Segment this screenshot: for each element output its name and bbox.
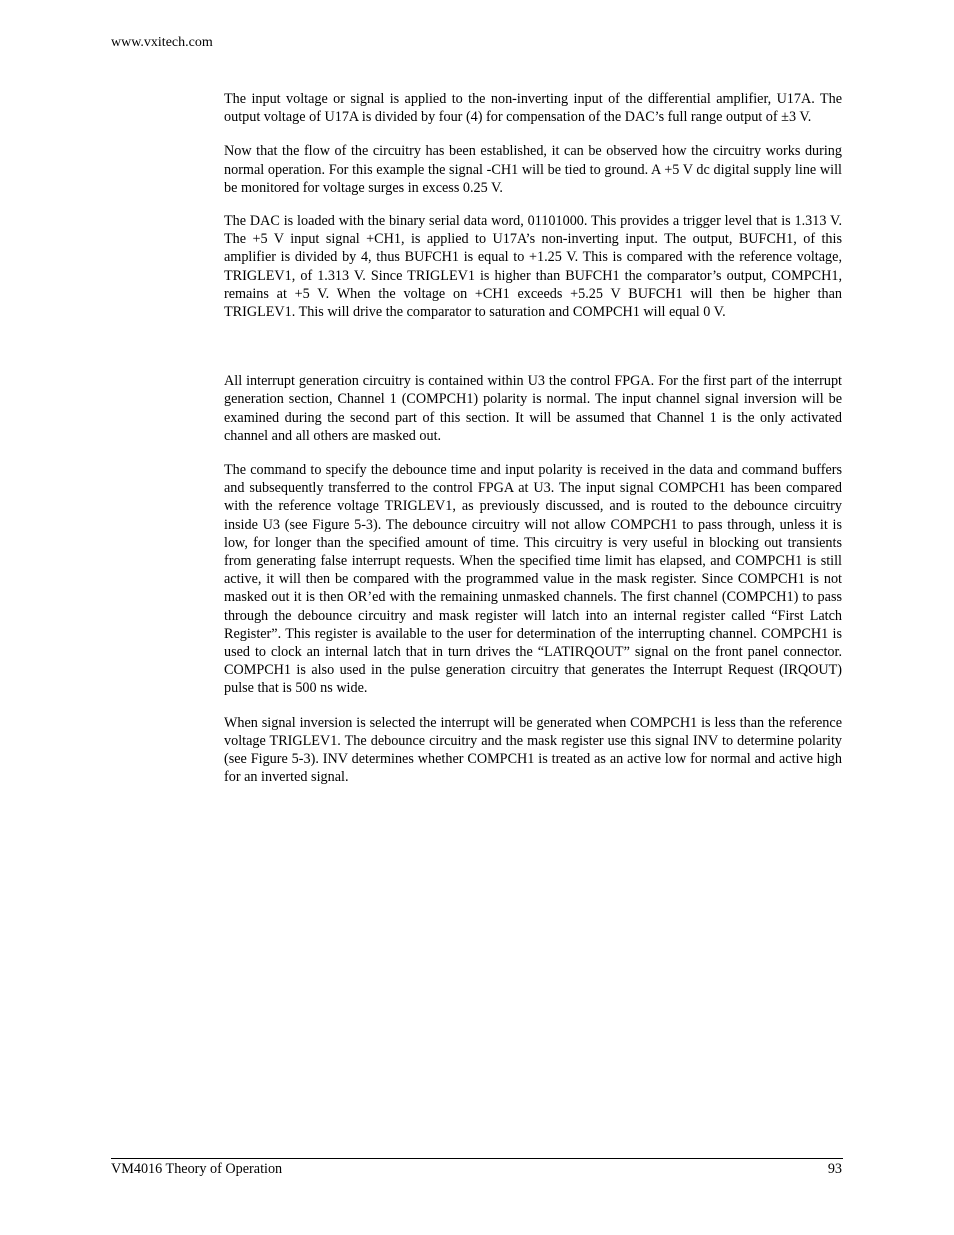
footer-document-title: VM4016 Theory of Operation xyxy=(111,1161,283,1177)
paragraph-signal-inversion: When signal inversion is selected the interrupt will be generated when COMPCH1 is less than the reference voltage TRIGLEV1. The debounce circuitry and the mask register use this signal INV to determine polarity (see Figure 5-3). INV determines whether COMPCH1 is treated as an active low for normal and active high for an inverted signal. xyxy=(224,714,842,786)
paragraph-interrupt-generation: All interrupt generation circuitry is contained within U3 the control FPGA. For the first part of the interrupt generation section, Channel 1 (COMPCH1) polarity is normal. The input channel signal inversion will be examined during the second part of this section. It will be assumed that Channel 1 is the only activated channel and all others are masked out. xyxy=(224,373,842,444)
body-text xyxy=(224,90,842,787)
footer-divider xyxy=(111,1158,843,1159)
header-url[interactable]: www.vxitech.com xyxy=(111,35,213,50)
paragraph-normal-operation: Now that the flow of the circuitry has been established, it can be observed how the circuitry works during normal operation. For this example the signal -CH1 will be tied to ground. A +5 V dc digital supply line will be monitored for voltage surges in excess 0.25 V. xyxy=(224,143,842,196)
paragraph-differential-amplifier: The input voltage or signal is applied to the non-inverting input of the differential amplifier, U17A. The output voltage of U17A is divided by four (4) for compensation of the DAC’s full range output of ±3 V. xyxy=(224,91,842,126)
paragraph-debounce-circuitry: The command to specify the debounce time and input polarity is received in the data and command buffers and subsequently transferred to the control FPGA at U3. The input signal COMPCH1 has been compared with the reference voltage TRIGLEV1, as previously discussed, and is routed to the debounce circuitry inside U3 (see Figure 5-3). The debounce circuitry will not allow COMPCH1 to pass through, unless it is low, for longer than the specified amount of time. This circuitry is very useful in blocking out transients from generating false interrupt requests. When the specified time limit has elapsed, and COMPCH1 is still active, it will then be compared with the programmed value in the mask register. Since COMPCH1 is not masked out it is then OR’ed with the remaining unmasked channels. The first channel (COMPCH1) to pass through the debounce circuitry and mask register will latch into an internal register called “First Latch Register”. This register is available to the user for determination of the interrupting channel. COMPCH1 is used to clock an internal latch that in turn drives the “LATIRQOUT” signal on the front panel connector. COMPCH1 is also used in the pulse generation circuitry that generates the Interrupt Request (IRQOUT) pulse that is 500 ns wide. xyxy=(224,462,842,697)
paragraph-dac-trigger-level: The DAC is loaded with the binary serial data word, 01101000. This provides a trigger level that is 1.313 V. The +5 V input signal +CH1, is applied to U17A’s non-inverting input. The output, BUFCH1, of this amplifier is divided by 4, thus BUFCH1 is equal to +1.25 V. This is compared with the reference voltage, TRIGLEV1, of 1.313 V. Since TRIGLEV1 is higher than BUFCH1 the comparator’s output, COMPCH1, remains at +5 V. When the voltage on +CH1 exceeds +5.25 V BUFCH1 will then be higher than TRIGLEV1. This will drive the comparator to saturation and COMPCH1 will equal 0 V. xyxy=(224,213,842,321)
footer-page-number: 93 xyxy=(827,1161,842,1177)
